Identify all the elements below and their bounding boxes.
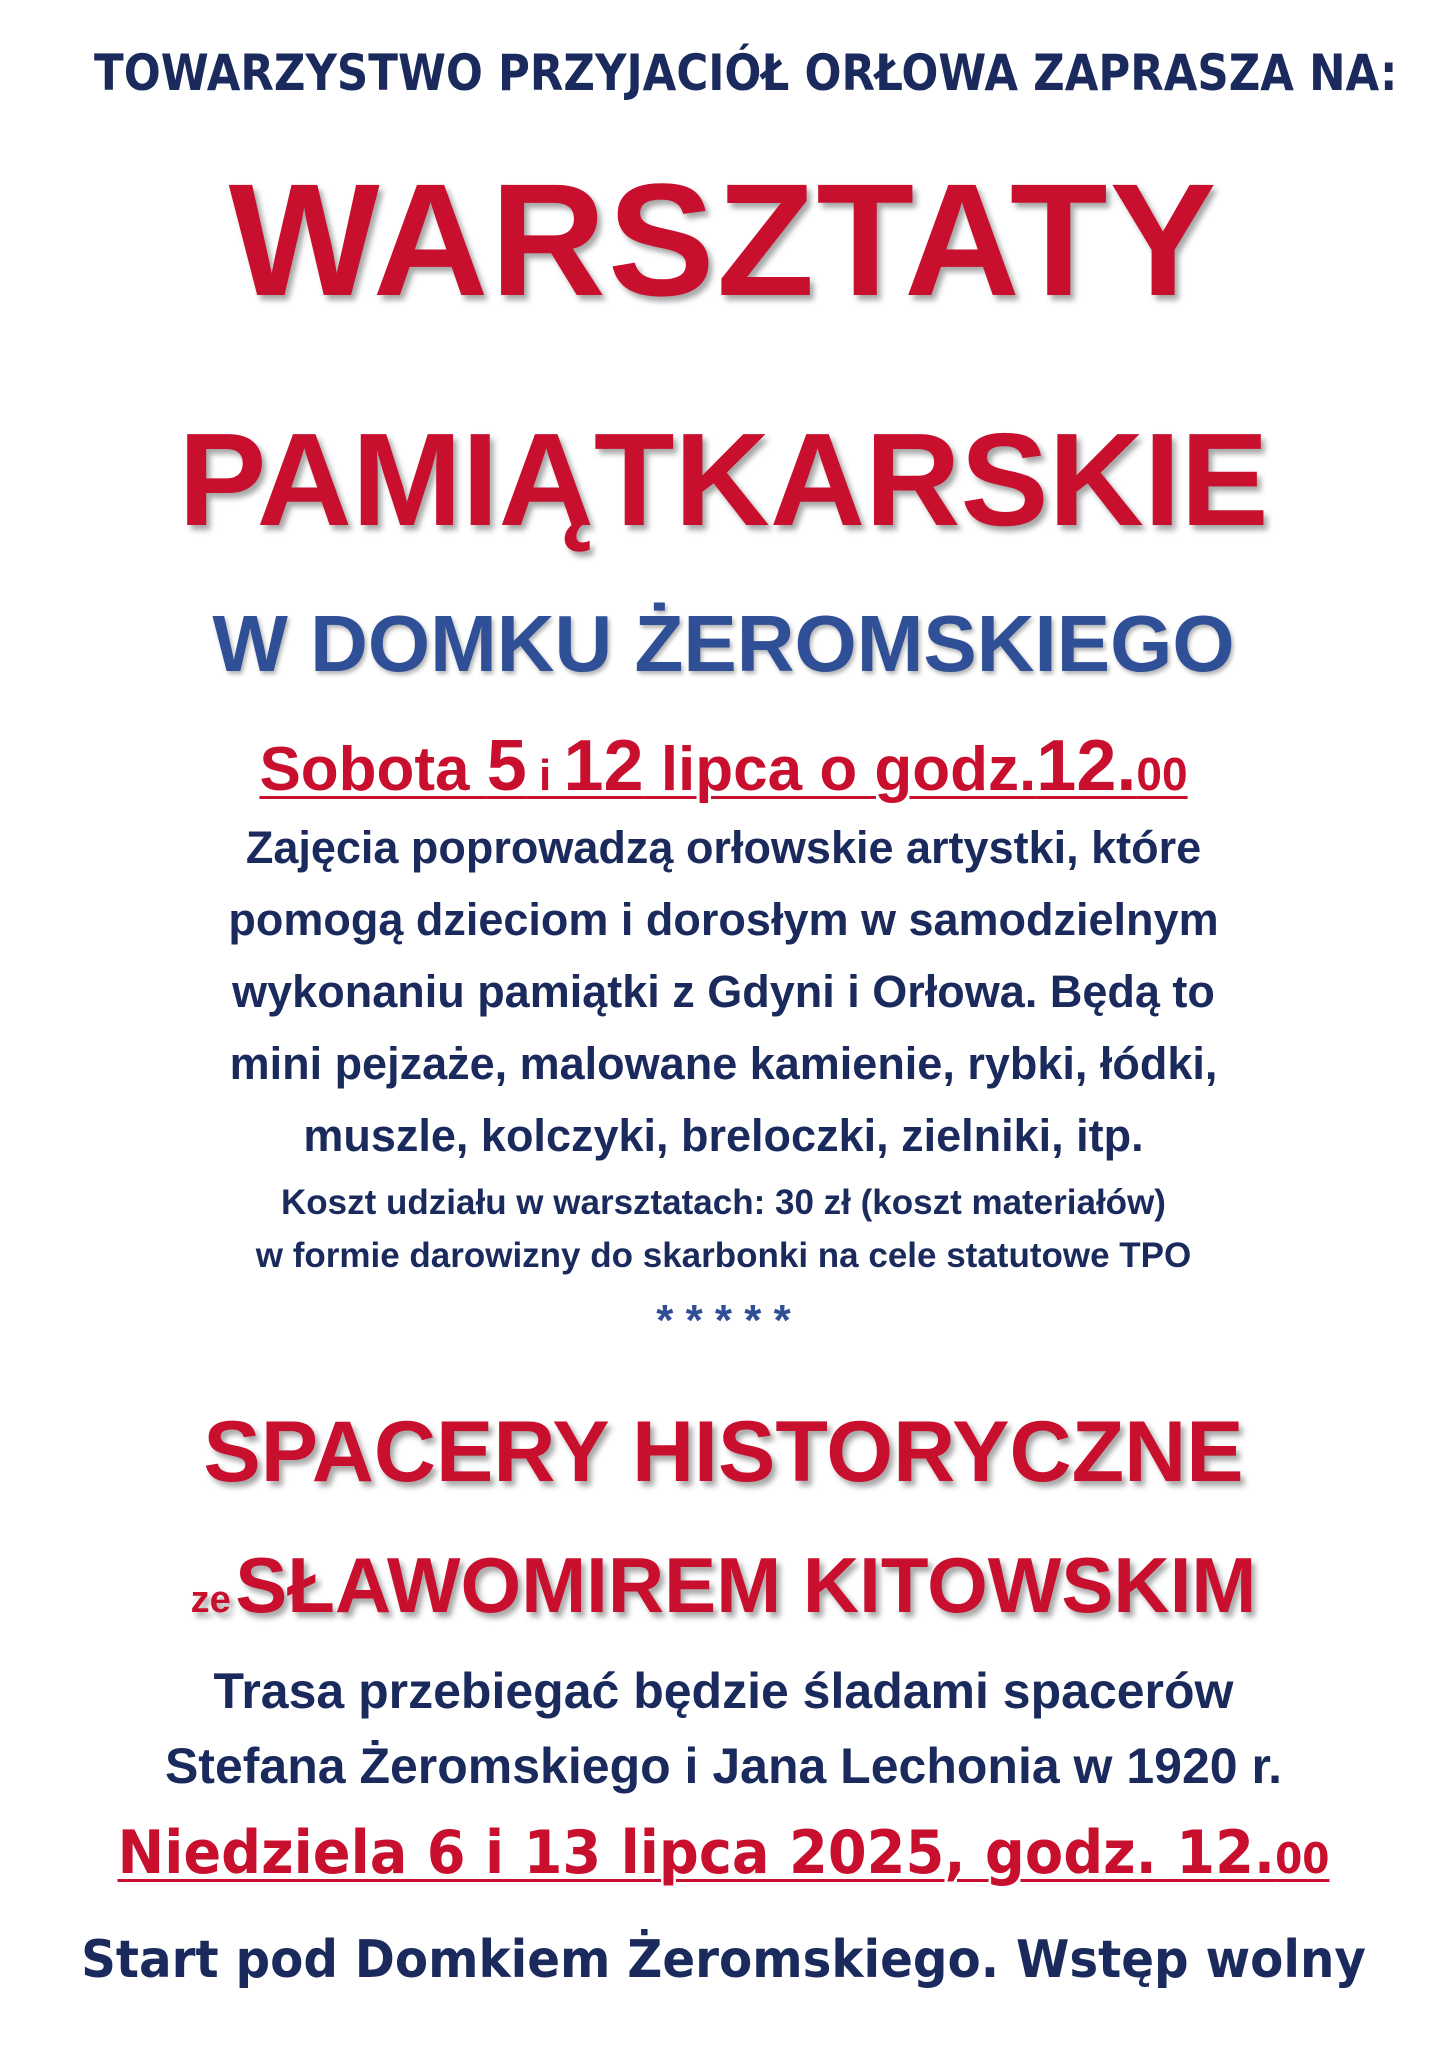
workshop-cost-line2: w formie darowizny do skarbonki na cele statutowe TPO xyxy=(255,1236,1192,1275)
walks-date xyxy=(51,1818,1397,1888)
workshop-location: W DOMKU ŻEROMSKIEGO xyxy=(212,599,1235,688)
workshop-date-month: lipca o godz. xyxy=(643,735,1037,804)
walks-route-line1: Trasa przebiegać będzie śladami spacerów xyxy=(213,1663,1234,1719)
workshop-description-line4: mini pejzaże, malowane kamienie, rybki, łódki, xyxy=(229,1038,1218,1089)
workshop-date-num2: 12 xyxy=(563,726,644,806)
workshop-description-line1: Zajęcia poprowadzą orłowskie artystki, które xyxy=(245,822,1202,873)
walks-guide-name: SŁAWOMIREM KITOWSKIM xyxy=(235,1541,1257,1629)
walks-date-text: Niedziela 6 i 13 lipca 2025, godz. 12. xyxy=(117,1818,1276,1888)
walks-guide xyxy=(0,1540,1447,1631)
workshop-date xyxy=(0,725,1447,807)
walks-start-info: Start pod Domkiem Żeromskiego. Wstęp wolny xyxy=(81,1930,1366,1990)
workshop-date-minutes: 00 xyxy=(1136,748,1188,800)
workshop-date-and: i xyxy=(526,751,564,800)
workshop-description-line3: wykonaniu pamiątki z Gdyni i Orłowa. Będą to xyxy=(232,966,1215,1017)
workshop-date-num1: 5 xyxy=(486,726,527,806)
walks-date-minutes: 00 xyxy=(1275,1834,1330,1883)
workshop-description-line5: muszle, kolczyki, breloczki, zielniki, itp. xyxy=(303,1110,1144,1161)
workshop-title-line2: PAMIĄTKARSKIE xyxy=(178,406,1269,553)
walks-route-line2: Stefana Żeromskiego i Jana Lechonia w 1920 r. xyxy=(164,1738,1283,1794)
walks-title: SPACERY HISTORYCZNE xyxy=(203,1404,1244,1500)
workshop-cost-line1: Koszt udziału w warsztatach: 30 zł (koszt materiałów) xyxy=(281,1183,1166,1222)
workshop-description-line2: pomogą dzieciom i dorosłym w samodzielnym xyxy=(228,894,1219,945)
workshop-title-line1: WARSZTATY xyxy=(228,150,1219,329)
separator-stars: * * * * * xyxy=(656,1296,791,1345)
workshop-date-day: Sobota xyxy=(259,735,487,804)
workshop-date-hour: 12. xyxy=(1036,726,1137,806)
header-invitation: TOWARZYSTWO PRZYJACIÓŁ ORŁOWA ZAPRASZA NA: xyxy=(94,44,1398,102)
walks-guide-prefix: ze xyxy=(190,1579,231,1621)
